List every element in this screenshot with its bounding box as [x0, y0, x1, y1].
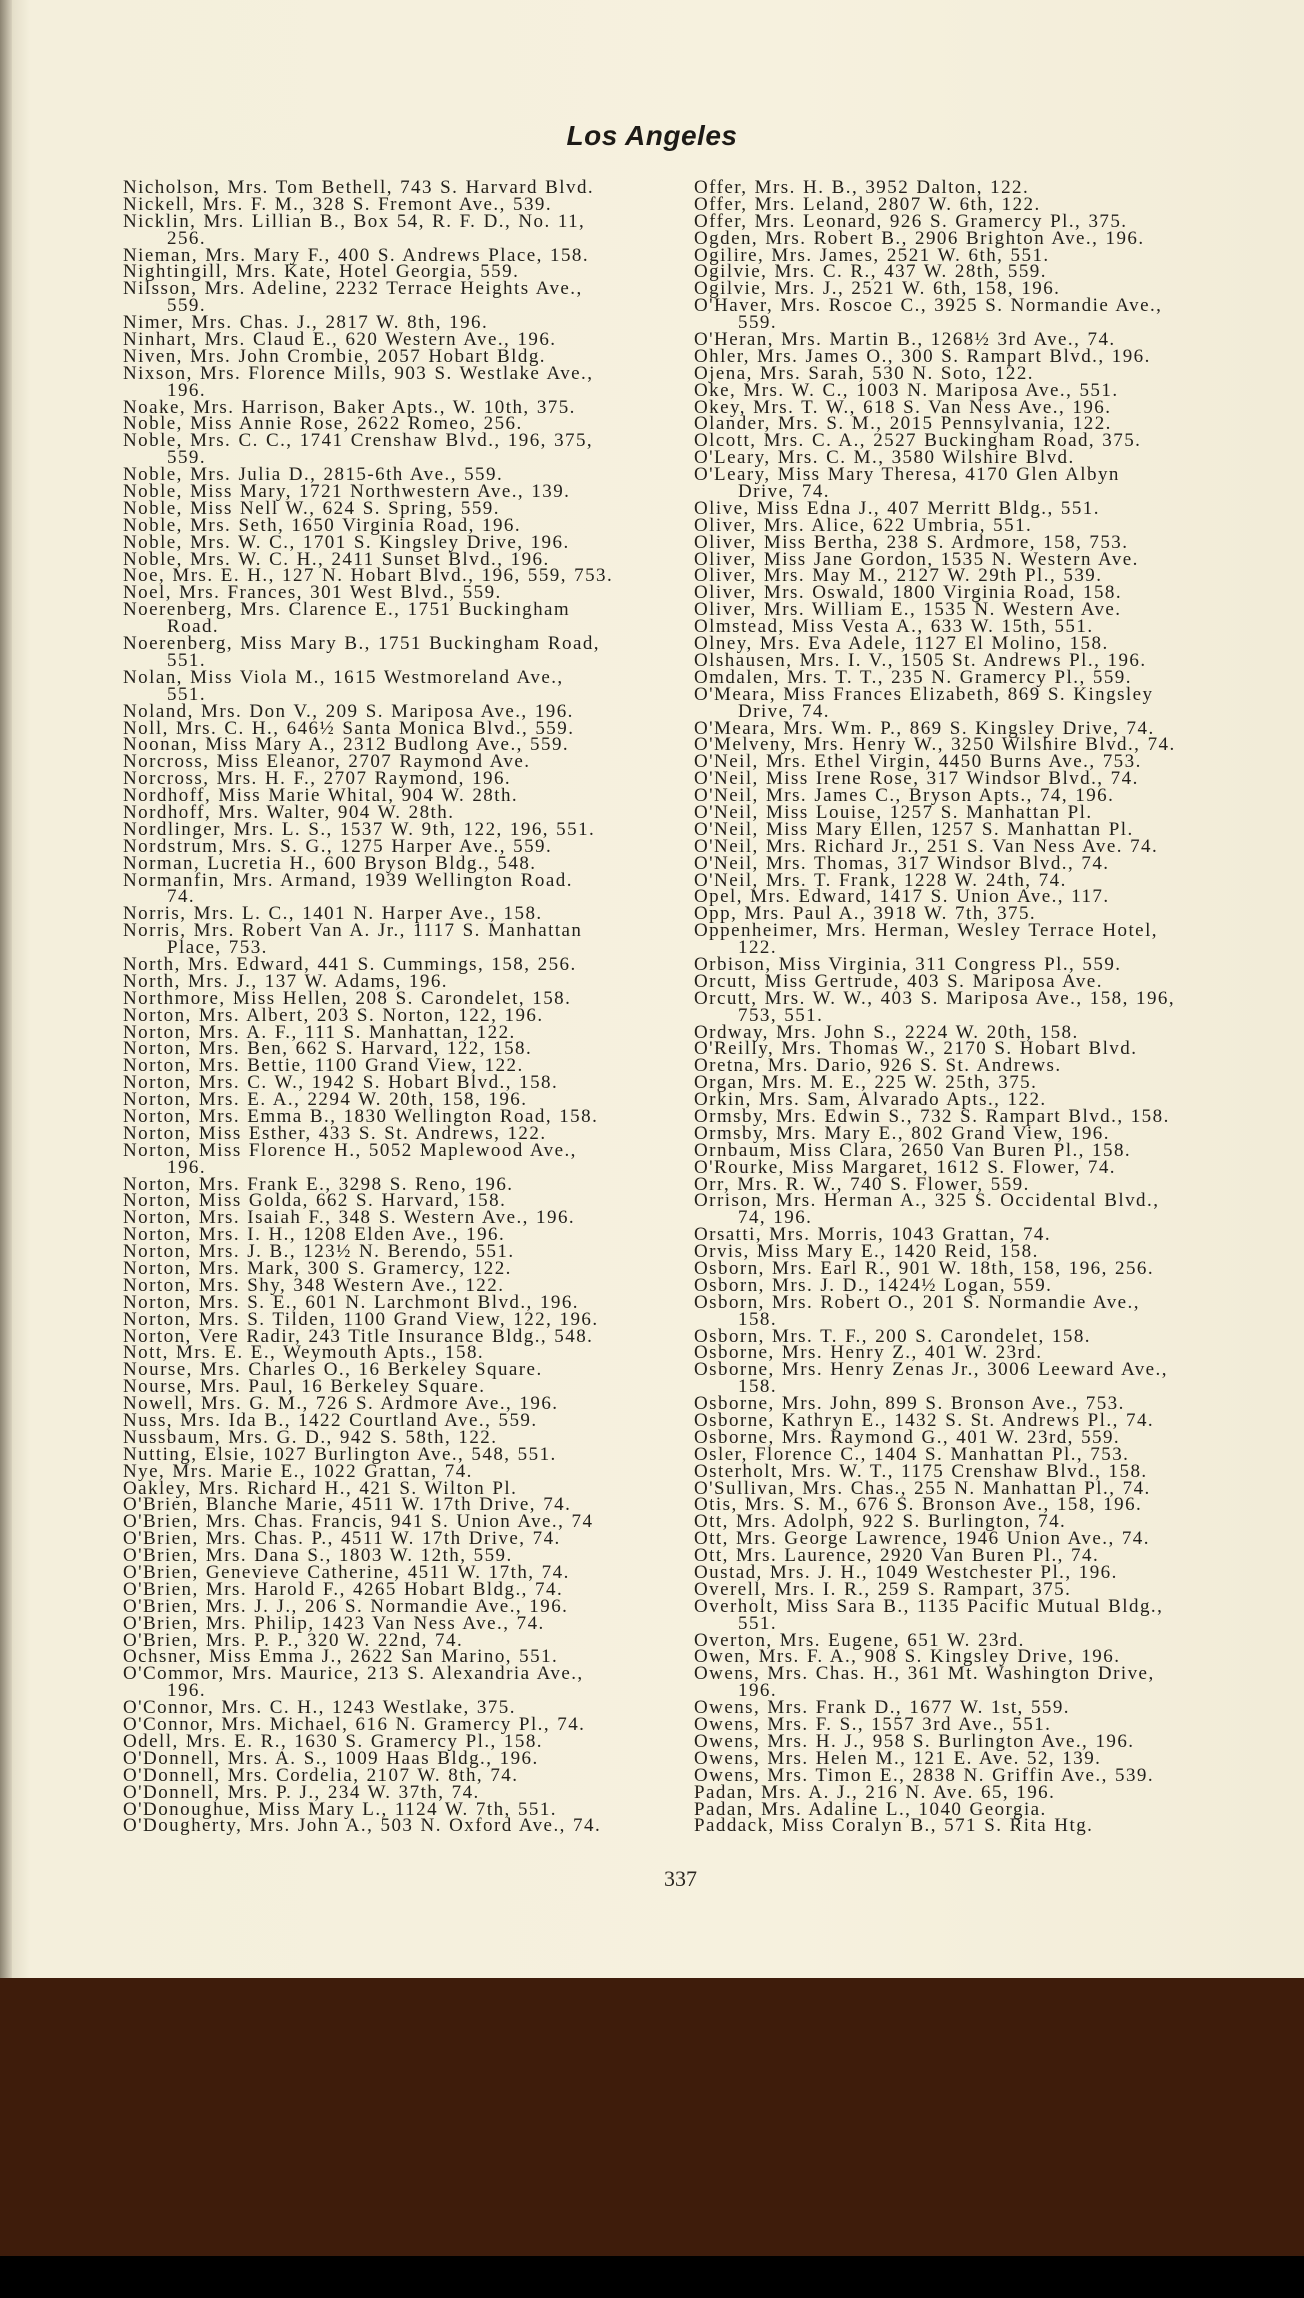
- entry-text: Orsatti, Mrs. Morris, 1043 Grattan, 74.: [694, 1224, 1052, 1246]
- entry-text: Norton, Mrs. I. H., 1208 Elden Ave., 196.: [123, 1224, 506, 1246]
- entry-text: Nicholson, Mrs. Tom Bethell, 743 S. Harvard Blvd.: [123, 177, 595, 198]
- entry-text: Northmore, Miss Hellen, 208 S. Carondelet, 158.: [123, 987, 572, 1009]
- page-gutter: [0, 0, 12, 1990]
- entry-text: Ogilire, Mrs. James, 2521 W. 6th, 551.: [694, 244, 1050, 266]
- entry-continuation: Place, 753.: [167, 937, 268, 959]
- entry-text: Noble, Miss Mary, 1721 Northwestern Ave., 139.: [123, 481, 571, 503]
- entry-text: Orcutt, Miss Gertrude, 403 S. Mariposa Ave.: [694, 970, 1103, 992]
- directory-entry: [123, 1815, 613, 1837]
- entry-text: Norton, Mrs. Frank E., 3298 S. Reno, 196.: [123, 1173, 514, 1195]
- directory-entry: [123, 210, 613, 249]
- directory-entry: [694, 1595, 1176, 1634]
- entry-text: Norton, Mrs. Mark, 300 S. Gramercy, 122.: [123, 1258, 512, 1279]
- entry-text: O'Brien, Blanche Marie, 4511 W. 17th Drive, 74.: [123, 1494, 572, 1516]
- entry-text: Noerenberg, Mrs. Clarence E., 1751 Buckingham: [123, 599, 571, 621]
- directory-entry: [123, 666, 613, 705]
- entry-text: O'Neil, Mrs. James C., Bryson Apts., 74, 196.: [694, 785, 1115, 807]
- directory-entry: [123, 278, 613, 317]
- entry-text: Oppenheimer, Mrs. Herman, Wesley Terrace Hotel,: [694, 920, 1158, 942]
- entry-text: Oretna, Mrs. Dario, 926 S. St. Andrews.: [694, 1055, 1062, 1077]
- entry-text: Noble, Miss Annie Rose, 2622 Romeo, 256.: [123, 413, 523, 435]
- entry-text: Orcutt, Mrs. W. W., 403 S. Mariposa Ave., 158, 196,: [694, 987, 1176, 1009]
- directory-entry: [694, 683, 1176, 722]
- entry-text: Ormsby, Mrs. Mary E., 802 Grand View, 196.: [694, 1122, 1110, 1144]
- entry-text: Olney, Mrs. Eva Adele, 1127 El Molino, 158.: [694, 633, 1109, 655]
- directory-entry: [694, 1815, 1176, 1837]
- entry-text: Opel, Mrs. Edward, 1417 S. Union Ave., 117.: [694, 886, 1110, 908]
- entry-text: O'Brien, Mrs. J. J., 206 S. Normandie Ave., 196.: [123, 1595, 569, 1617]
- entry-text: Nolan, Miss Viola M., 1615 Westmoreland Ave.,: [123, 666, 564, 688]
- entry-text: Olmstead, Miss Vesta A., 633 W. 15th, 551.: [694, 616, 1094, 638]
- entry-text: Orbison, Miss Virginia, 311 Congress Pl., 559.: [694, 953, 1122, 975]
- entry-text: Overell, Mrs. I. R., 259 S. Rampart, 375.: [694, 1578, 1072, 1600]
- directory-entry: [694, 1190, 1176, 1229]
- entry-text: O'Neil, Mrs. Ethel Virgin, 4450 Burns Ave., 753.: [694, 751, 1142, 773]
- entry-text: Overton, Mrs. Eugene, 651 W. 23rd.: [694, 1629, 1025, 1651]
- entry-text: Nourse, Mrs. Paul, 16 Berkeley Square.: [123, 1376, 486, 1398]
- entry-text: Norton, Mrs. Emma B., 1830 Wellington Road, 158.: [123, 1105, 599, 1127]
- entry-text: Overholt, Miss Sara B., 1135 Pacific Mutual Bldg.,: [694, 1595, 1164, 1617]
- entry-text: Paddack, Miss Coralyn B., 571 S. Rita Htg.: [694, 1815, 1094, 1837]
- directory-entry: [123, 430, 613, 469]
- entry-text: Owen, Mrs. F. A., 908 S. Kingsley Drive, 196.: [694, 1646, 1121, 1668]
- entry-continuation: 196.: [738, 1680, 778, 1702]
- scan-background: [0, 2256, 1304, 2298]
- entry-text: O'Commor, Mrs. Maurice, 213 S. Alexandria Ave.,: [123, 1663, 584, 1685]
- entry-text: O'Sullivan, Mrs. Chas., 255 N. Manhattan Pl., 74.: [694, 1477, 1151, 1499]
- entry-text: O'Brien, Mrs. Harold F., 4265 Hobart Bldg., 74.: [123, 1578, 564, 1600]
- entry-text: Ogilvie, Mrs. J., 2521 W. 6th, 158, 196.: [694, 278, 1061, 300]
- entry-text: Organ, Mrs. M. E., 225 W. 25th, 375.: [694, 1072, 1038, 1094]
- page-number: 337: [664, 1866, 697, 1891]
- entry-text: Norton, Miss Golda, 662 S. Harvard, 158.: [123, 1190, 507, 1212]
- entry-text: Offer, Mrs. Leland, 2807 W. 6th, 122.: [694, 193, 1041, 215]
- right-column: [694, 177, 1176, 1837]
- entry-text: Ormsby, Mrs. Edwin S., 732 S. Rampart Blvd., 158.: [694, 1105, 1170, 1127]
- entry-text: O'Neil, Miss Irene Rose, 317 Windsor Blvd., 74.: [694, 768, 1139, 790]
- entry-text: O'Brien, Mrs. Dana S., 1803 W. 12th, 559.: [123, 1545, 513, 1567]
- entry-text: Oliver, Mrs. Alice, 622 Umbria, 551.: [694, 514, 1033, 536]
- entry-text: Otis, Mrs. S. M., 676 S. Bronson Ave., 158, 196.: [694, 1494, 1143, 1516]
- entry-text: Noll, Mrs. C. H., 646½ Santa Monica Blvd., 559.: [123, 717, 575, 739]
- entry-text: Nickell, Mrs. F. M., 328 S. Fremont Ave., 539.: [123, 193, 553, 215]
- entry-text: Noake, Mrs. Harrison, Baker Apts., W. 10th, 375.: [123, 396, 576, 418]
- entry-text: Noble, Miss Nell W., 624 S. Spring, 559.: [123, 497, 500, 519]
- entry-text: Norton, Mrs. Albert, 203 S. Norton, 122, 196.: [123, 1004, 544, 1026]
- entry-text: O'Heran, Mrs. Martin B., 1268½ 3rd Ave., 74.: [694, 329, 1116, 351]
- entry-continuation: 74.: [167, 886, 196, 908]
- entry-text: Owens, Mrs. Frank D., 1677 W. 1st, 559.: [694, 1697, 1071, 1719]
- entry-text: O'Brien, Mrs. Chas. Francis, 941 S. Union Ave., 74: [123, 1511, 594, 1533]
- entry-text: O'Donnell, Mrs. A. S., 1009 Haas Bldg., 196.: [123, 1747, 539, 1769]
- entry-text: Oke, Mrs. W. C., 1003 N. Mariposa Ave., 551.: [694, 379, 1119, 401]
- entry-text: Norton, Miss Florence H., 5052 Maplewood Ave.,: [123, 1139, 577, 1161]
- entry-text: Offer, Mrs. Leonard, 926 S. Gramercy Pl., 375.: [694, 210, 1128, 232]
- left-column: [123, 177, 614, 1837]
- entry-text: Noble, Mrs. W. C. H., 2411 Sunset Blvd., 196.: [123, 548, 550, 570]
- directory-entry: [123, 1139, 613, 1178]
- entry-text: Norton, Mrs. A. F., 111 S. Manhattan, 122.: [123, 1021, 516, 1043]
- entry-text: Norton, Mrs. S. E., 601 N. Larchmont Blvd., 196.: [123, 1291, 579, 1313]
- entry-text: Nieman, Mrs. Mary F., 400 S. Andrews Place, 158.: [123, 244, 590, 266]
- entry-continuation: 158.: [738, 1376, 778, 1398]
- entry-text: Osborne, Mrs. Henry Zenas Jr., 3006 Leeward Ave.,: [694, 1359, 1168, 1381]
- entry-text: O'Donoughue, Miss Mary L., 1124 W. 7th, 551.: [123, 1798, 557, 1820]
- entry-text: O'Brien, Mrs. P. P., 320 W. 22nd, 74.: [123, 1629, 464, 1651]
- directory-entry: [123, 633, 613, 671]
- entry-text: Norman, Lucretia H., 600 Bryson Bldg., 548.: [123, 852, 537, 874]
- entry-text: Osborn, Mrs. J. D., 1424½ Logan, 559.: [694, 1274, 1053, 1296]
- entry-text: O'Leary, Mrs. C. M., 3580 Wilshire Blvd.: [694, 447, 1075, 469]
- directory-entry: [123, 920, 613, 959]
- entry-text: Osborn, Mrs. Robert O., 201 S. Normandie Ave.,: [694, 1291, 1140, 1313]
- entry-text: Norcross, Mrs. H. F., 2707 Raymond, 196.: [123, 768, 512, 790]
- entry-continuation: 753, 551.: [738, 1004, 824, 1026]
- entry-text: Nuss, Mrs. Ida B., 1422 Courtland Ave., 559.: [123, 1410, 538, 1432]
- directory-entry: [123, 1663, 613, 1702]
- entry-text: Opp, Mrs. Paul A., 3918 W. 7th, 375.: [694, 903, 1037, 925]
- entry-text: O'Connor, Mrs. Michael, 616 N. Gramercy Pl., 74.: [123, 1714, 586, 1736]
- entry-continuation: Drive, 74.: [738, 481, 831, 503]
- page-title: Los Angeles: [566, 120, 738, 151]
- entry-text: O'Neil, Mrs. Richard Jr., 251 S. Van Ness Ave. 74.: [694, 835, 1159, 857]
- directory-entry: [123, 362, 613, 401]
- book-cover-edge: [0, 1978, 1304, 2256]
- entry-text: Padan, Mrs. Adaline L., 1040 Georgia.: [694, 1798, 1047, 1820]
- entry-continuation: 559.: [738, 312, 778, 334]
- entry-text: O'Dougherty, Mrs. John A., 503 N. Oxford Ave., 74.: [123, 1815, 602, 1837]
- entry-text: Osborne, Kathryn E., 1432 S. St. Andrews Pl., 74.: [694, 1410, 1155, 1432]
- entry-text: Nicklin, Mrs. Lillian B., Box 54, R. F. D., No. 11,: [123, 210, 586, 232]
- entry-text: Noe, Mrs. E. H., 127 N. Hobart Blvd., 196, 559, 753.: [123, 565, 614, 587]
- directory-entry: [694, 1359, 1176, 1398]
- entry-text: Owens, Mrs. F. S., 1557 3rd Ave., 551.: [694, 1714, 1052, 1736]
- directory-entry: [123, 599, 613, 638]
- entry-text: O'Donnell, Mrs. Cordelia, 2107 W. 8th, 74.: [123, 1764, 519, 1786]
- entry-text: Ohler, Mrs. James O., 300 S. Rampart Blvd., 196.: [694, 345, 1151, 367]
- entry-text: Ott, Mrs. George Lawrence, 1946 Union Ave., 74.: [694, 1528, 1150, 1550]
- entry-text: O'Neil, Mrs. T. Frank, 1228 W. 24th, 74.: [694, 869, 1067, 891]
- entry-text: North, Mrs. Edward, 441 S. Cummings, 158, 256.: [123, 953, 577, 975]
- entry-text: Oliver, Miss Bertha, 238 S. Ardmore, 158, 753.: [694, 531, 1129, 553]
- entry-text: Norton, Mrs. Isaiah F., 348 S. Western Ave., 196.: [123, 1207, 576, 1229]
- entry-text: Osborne, Mrs. Raymond G., 401 W. 23rd, 559.: [694, 1426, 1121, 1448]
- entry-text: Nimer, Mrs. Chas. J., 2817 W. 8th, 196.: [123, 312, 489, 334]
- entry-text: Owens, Mrs. Timon E., 2838 N. Griffin Ave., 539.: [694, 1764, 1155, 1786]
- entry-continuation: 196.: [167, 1156, 207, 1178]
- entry-text: O'Neil, Miss Mary Ellen, 1257 S. Manhattan Pl.: [694, 818, 1134, 840]
- entry-text: Norton, Mrs. Ben, 662 S. Harvard, 122, 158.: [123, 1038, 533, 1060]
- entry-text: Norton, Mrs. C. W., 1942 S. Hobart Blvd., 158.: [123, 1072, 559, 1094]
- entry-text: Norton, Mrs. Shy, 348 Western Ave., 122.: [123, 1274, 505, 1296]
- entry-text: Norton, Vere Radir, 243 Title Insurance Bldg., 548.: [123, 1325, 594, 1347]
- entry-continuation: 551.: [167, 649, 207, 671]
- entry-text: Noonan, Miss Mary A., 2312 Budlong Ave., 559.: [123, 734, 570, 756]
- entry-text: Olshausen, Mrs. I. V., 1505 St. Andrews Pl., 196.: [694, 649, 1147, 671]
- entry-text: O'Meara, Miss Frances Elizabeth, 869 S. Kingsley: [694, 683, 1154, 705]
- entry-continuation: 551.: [738, 1612, 778, 1634]
- entry-text: O'Donnell, Mrs. P. J., 234 W. 37th, 74.: [123, 1781, 480, 1803]
- entry-text: Olander, Mrs. S. M., 2015 Pennsylvania, 122.: [694, 413, 1112, 435]
- entry-text: North, Mrs. J., 137 W. Adams, 196.: [123, 970, 449, 992]
- entry-text: Noland, Mrs. Don V., 209 S. Mariposa Ave., 196.: [123, 700, 574, 722]
- entry-continuation: 122.: [738, 937, 778, 959]
- entry-text: Norton, Mrs. J. B., 123½ N. Berendo, 551.: [123, 1241, 515, 1263]
- entry-continuation: 559.: [167, 295, 207, 317]
- entry-text: Padan, Mrs. A. J., 216 N. Ave. 65, 196.: [694, 1781, 1056, 1803]
- entry-continuation: 551.: [167, 683, 207, 705]
- entry-text: Norton, Miss Esther, 433 S. St. Andrews, 122.: [123, 1122, 547, 1144]
- entry-text: Ordway, Mrs. John S., 2224 W. 20th, 158.: [694, 1021, 1079, 1043]
- directory-entry: [694, 920, 1176, 959]
- entry-text: Noel, Mrs. Frances, 301 West Blvd., 559.: [123, 582, 502, 604]
- entry-text: Norton, Mrs. E. A., 2294 W. 20th, 158, 196.: [123, 1089, 528, 1111]
- entry-text: Osborn, Mrs. Earl R., 901 W. 18th, 158, 196, 256.: [694, 1258, 1155, 1279]
- entry-text: O'Haver, Mrs. Roscoe C., 3925 S. Normandie Ave.,: [694, 295, 1163, 317]
- entry-text: Noble, Mrs. Julia D., 2815-6th Ave., 559.: [123, 464, 504, 486]
- entry-text: Oliver, Mrs. May M., 2127 W. 29th Pl., 539.: [694, 565, 1103, 587]
- entry-text: Owens, Mrs. Chas. H., 361 Mt. Washington Drive,: [694, 1663, 1155, 1685]
- directory-entry: [694, 295, 1176, 334]
- entry-text: Orvis, Miss Mary E., 1420 Reid, 158.: [694, 1241, 1039, 1263]
- entry-text: Nourse, Mrs. Charles O., 16 Berkeley Square.: [123, 1359, 543, 1381]
- entry-text: Ott, Mrs. Laurence, 2920 Van Buren Pl., 74.: [694, 1545, 1100, 1567]
- entry-text: Ninhart, Mrs. Claud E., 620 Western Ave., 196.: [123, 329, 557, 351]
- directory-entry: [123, 869, 613, 908]
- entry-text: Olcott, Mrs. C. A., 2527 Buckingham Road, 375.: [694, 430, 1142, 452]
- entry-text: Offer, Mrs. H. B., 3952 Dalton, 122.: [694, 177, 1030, 198]
- entry-continuation: 74, 196.: [738, 1207, 813, 1229]
- directory-entry: [694, 987, 1176, 1026]
- entry-text: Ogden, Mrs. Robert B., 2906 Brighton Ave., 196.: [694, 227, 1145, 249]
- entry-text: Norton, Mrs. S. Tilden, 1100 Grand View, 122, 196.: [123, 1308, 599, 1330]
- entry-text: Noble, Mrs. C. C., 1741 Crenshaw Blvd., 196, 375,: [123, 430, 594, 452]
- entry-text: Noble, Mrs. W. C., 1701 S. Kingsley Drive, 196.: [123, 531, 570, 553]
- entry-text: Owens, Mrs. Helen M., 121 E. Ave. 52, 139.: [694, 1747, 1102, 1769]
- entry-text: Osborne, Mrs. Henry Z., 401 W. 23rd.: [694, 1342, 1043, 1364]
- entry-text: Nordstrum, Mrs. S. G., 1275 Harper Ave., 559.: [123, 835, 553, 857]
- entry-continuation: 196.: [167, 379, 207, 401]
- entry-text: Nilsson, Mrs. Adeline, 2232 Terrace Heights Ave.,: [123, 278, 583, 300]
- entry-text: Osborn, Mrs. T. F., 200 S. Carondelet, 158.: [694, 1325, 1091, 1347]
- entry-text: Normanfin, Mrs. Armand, 1939 Wellington Road.: [123, 869, 573, 891]
- entry-text: Oliver, Mrs. Oswald, 1800 Virginia Road, 158.: [694, 582, 1123, 604]
- entry-text: Norris, Mrs. Robert Van A. Jr., 1117 S. Manhattan: [123, 920, 583, 942]
- entry-text: Osterholt, Mrs. W. T., 1175 Crenshaw Blvd., 158.: [694, 1460, 1148, 1482]
- entry-text: O'Melveny, Mrs. Henry W., 3250 Wilshire Blvd., 74.: [694, 734, 1176, 756]
- entry-text: Nordlinger, Mrs. L. S., 1537 W. 9th, 122, 196, 551.: [123, 818, 596, 840]
- entry-continuation: 559.: [167, 447, 207, 469]
- entry-text: Nordhoff, Miss Marie Whital, 904 W. 28th.: [123, 785, 519, 807]
- entry-text: Nixson, Mrs. Florence Mills, 903 S. Westlake Ave.,: [123, 362, 594, 384]
- entry-text: Nowell, Mrs. G. M., 726 S. Ardmore Ave., 196.: [123, 1393, 559, 1415]
- entry-text: O'Meara, Mrs. Wm. P., 869 S. Kingsley Drive, 74.: [694, 717, 1155, 739]
- entry-text: Oliver, Miss Jane Gordon, 1535 N. Western Ave.: [694, 548, 1139, 570]
- entry-text: Ott, Mrs. Adolph, 922 S. Burlington, 74.: [694, 1511, 1067, 1533]
- entry-text: O'Neil, Miss Louise, 1257 S. Manhattan Pl.: [694, 801, 1093, 823]
- entry-text: O'Leary, Miss Mary Theresa, 4170 Glen Albyn: [694, 464, 1120, 486]
- entry-text: Oliver, Mrs. William E., 1535 N. Western Ave.: [694, 599, 1122, 621]
- entry-text: Owens, Mrs. H. J., 958 S. Burlington Ave., 196.: [694, 1730, 1135, 1752]
- entry-text: O'Brien, Mrs. Philip, 1423 Van Ness Ave., 74.: [123, 1612, 545, 1634]
- entry-text: Okey, Mrs. T. W., 618 S. Van Ness Ave., 196.: [694, 396, 1112, 418]
- entry-text: Niven, Mrs. John Crombie, 2057 Hobart Bldg.: [123, 345, 546, 367]
- entry-text: Orkin, Mrs. Sam, Alvarado Apts., 122.: [694, 1089, 1047, 1111]
- entry-text: Oakley, Mrs. Richard H., 421 S. Wilton Pl.: [123, 1477, 518, 1499]
- directory-entry: [694, 1663, 1176, 1702]
- entry-text: Osler, Florence C., 1404 S. Manhattan Pl., 753.: [694, 1443, 1130, 1465]
- entry-continuation: 196.: [167, 1680, 207, 1702]
- entry-text: Nussbaum, Mrs. G. D., 942 S. 58th, 122.: [123, 1426, 498, 1448]
- entry-text: Oustad, Mrs. J. H., 1049 Westchester Pl., 196.: [694, 1562, 1118, 1584]
- entry-text: Ornbaum, Miss Clara, 2650 Van Buren Pl., 158.: [694, 1139, 1132, 1161]
- entry-text: Nutting, Elsie, 1027 Burlington Ave., 548, 551.: [123, 1443, 557, 1465]
- directory-entry: [694, 1291, 1176, 1330]
- entry-text: Noble, Mrs. Seth, 1650 Virginia Road, 196.: [123, 514, 522, 536]
- entry-text: Norris, Mrs. L. C., 1401 N. Harper Ave., 158.: [123, 903, 543, 925]
- entry-text: Ochsner, Miss Emma J., 2622 San Marino, 551.: [123, 1646, 559, 1668]
- entry-continuation: Drive, 74.: [738, 700, 831, 722]
- entry-text: O'Neil, Mrs. Thomas, 317 Windsor Blvd., 74.: [694, 852, 1110, 874]
- entry-text: O'Rourke, Miss Margaret, 1612 S. Flower, 74.: [694, 1156, 1117, 1178]
- entry-text: Nott, Mrs. E. E., Weymouth Apts., 158.: [123, 1342, 485, 1364]
- entry-continuation: 158.: [738, 1308, 778, 1330]
- entry-text: Noerenberg, Miss Mary B., 1751 Buckingham Road,: [123, 633, 600, 655]
- entry-text: O'Brien, Genevieve Catherine, 4511 W. 17th, 74.: [123, 1562, 570, 1584]
- entry-text: Nye, Mrs. Marie E., 1022 Grattan, 74.: [123, 1460, 473, 1482]
- entry-text: Ogilvie, Mrs. C. R., 437 W. 28th, 559.: [694, 261, 1047, 283]
- entry-text: O'Brien, Mrs. Chas. P., 4511 W. 17th Drive, 74.: [123, 1528, 561, 1550]
- entry-text: Olive, Miss Edna J., 407 Merritt Bldg., 551.: [694, 497, 1100, 519]
- entry-continuation: 256.: [167, 227, 207, 249]
- entry-text: Omdalen, Mrs. T. T., 235 N. Gramercy Pl., 559.: [694, 666, 1132, 688]
- entry-text: Odell, Mrs. E. R., 1630 S. Gramercy Pl., 158.: [123, 1730, 543, 1752]
- entry-text: Ojena, Mrs. Sarah, 530 N. Soto, 122.: [694, 362, 1035, 384]
- entry-text: Osborne, Mrs. John, 899 S. Bronson Ave., 753.: [694, 1393, 1125, 1415]
- entry-text: Norton, Mrs. Bettie, 1100 Grand View, 122.: [123, 1055, 524, 1077]
- entry-text: Norcross, Miss Eleanor, 2707 Raymond Ave.: [123, 751, 531, 773]
- entry-text: Orr, Mrs. R. W., 740 S. Flower, 559.: [694, 1173, 1030, 1195]
- entry-text: Nightingill, Mrs. Kate, Hotel Georgia, 559.: [123, 261, 520, 283]
- entry-text: O'Reilly, Mrs. Thomas W., 2170 S. Hobart Blvd.: [694, 1038, 1138, 1060]
- entry-text: Orrison, Mrs. Herman A., 325 S. Occidental Blvd.,: [694, 1190, 1160, 1212]
- entry-text: O'Connor, Mrs. C. H., 1243 Westlake, 375.: [123, 1697, 516, 1719]
- entry-continuation: Road.: [167, 616, 220, 638]
- directory-entry: [694, 464, 1176, 503]
- entry-text: Nordhoff, Mrs. Walter, 904 W. 28th.: [123, 801, 455, 823]
